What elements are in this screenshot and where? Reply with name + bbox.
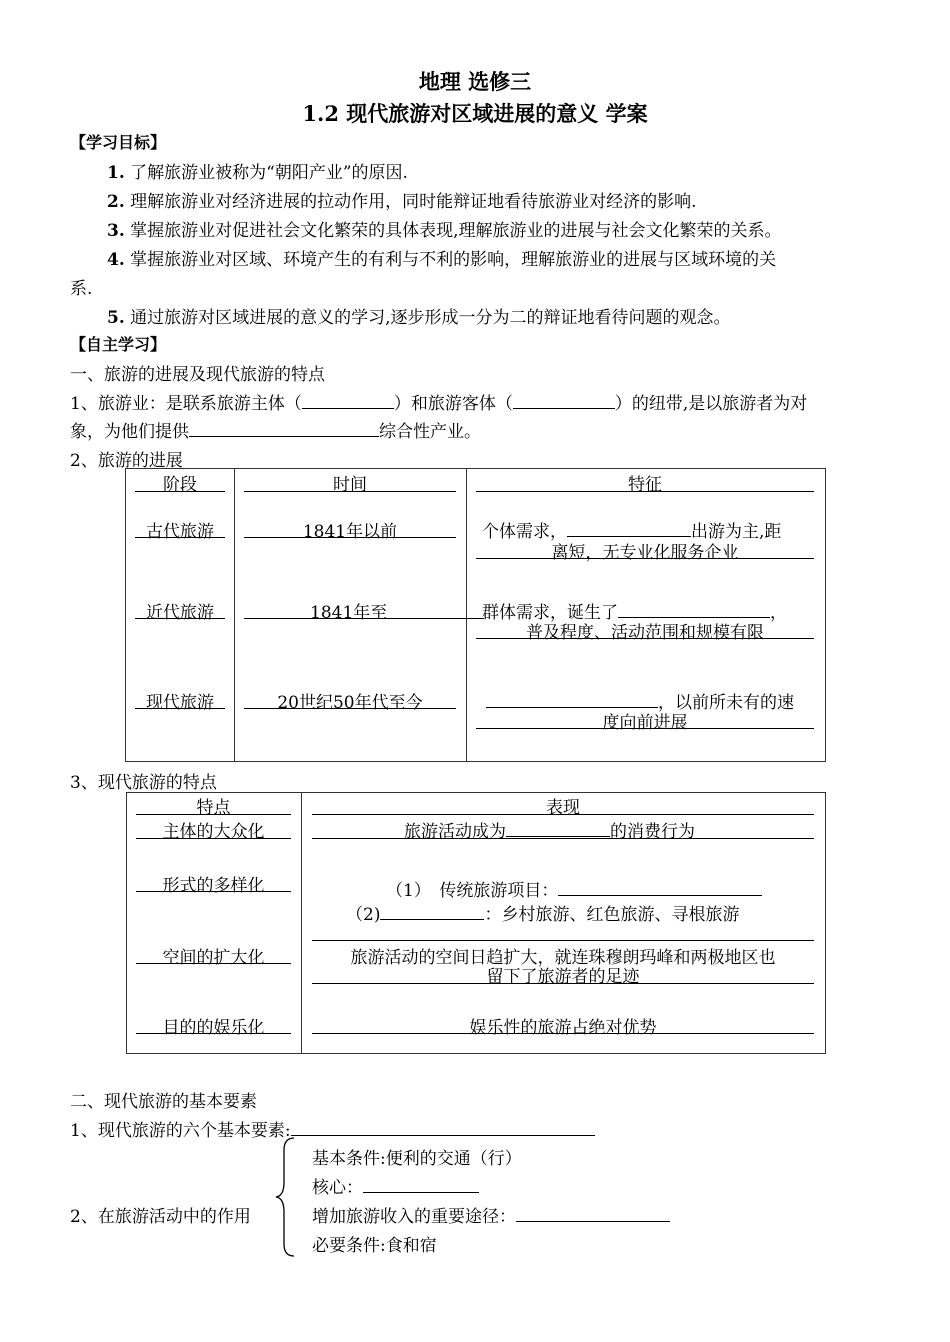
table1-header-time: 时间 — [333, 475, 367, 495]
objective-text: 了解旅游业被称为“朝阳产业”的原因. — [130, 163, 408, 183]
underline — [244, 708, 456, 709]
table2-divider — [301, 792, 302, 1053]
objective-num: 4. — [107, 250, 125, 270]
underline — [136, 1033, 291, 1034]
role-income — [312, 1202, 670, 1227]
table1-row-stage: 近代旅游 — [146, 603, 214, 623]
underline — [476, 491, 814, 492]
underline — [244, 491, 456, 492]
q1-text-b: ）和旅游客体（ — [393, 394, 513, 414]
table1-row-feature-cont: 度向前进展 — [602, 713, 688, 733]
table2-row-performance-cont — [346, 900, 739, 925]
objective-text: 掌握旅游业对区域、环境产生的有利与不利的影响，理解旅游业的进展与区域环境的关 — [130, 250, 777, 270]
feature-text: 群体需求，诞生了 — [482, 603, 618, 623]
objective-num: 1. — [107, 163, 125, 183]
underline — [244, 618, 484, 619]
underline — [312, 940, 814, 941]
table1-row-stage: 现代旅游 — [146, 693, 214, 713]
performance-text: 旅游活动成为 — [404, 822, 506, 842]
q1-text-c: ）的纽带,是以旅游者为对 — [614, 394, 808, 414]
table2-row-feature: 主体的大众化 — [162, 822, 265, 842]
title-line1: 地理 选修三 — [418, 69, 532, 94]
underline — [136, 963, 291, 964]
blank-ancient-feature[interactable] — [567, 519, 691, 537]
table1-header-stage: 阶段 — [163, 475, 197, 495]
objective-item-5 — [107, 303, 731, 328]
table2-header-feature: 特点 — [196, 798, 231, 818]
p2-q2: 2、在旅游活动中的作用 — [70, 1207, 251, 1227]
underline — [312, 1033, 814, 1034]
underline — [476, 638, 814, 639]
table2-row-performance-cont: 留下了旅游者的足迹 — [486, 967, 640, 987]
feature-text: 个体需求， — [482, 522, 567, 542]
underline — [135, 708, 225, 709]
underline — [135, 491, 225, 492]
objective-text: 通过旅游对区域进展的意义的学习,逐步形成一分为二的辩证地看待问题的观念。 — [130, 308, 731, 328]
table2-row-performance: 娱乐性的旅游占绝对优势 — [469, 1018, 657, 1038]
p2-q1-text: 1、现代旅游的六个基本要素: — [70, 1121, 291, 1141]
table1-divider — [234, 468, 235, 761]
table2-row-performance: 旅游活动的空间日趋扩大，就连珠穆朗玛峰和两极地区也 — [350, 948, 776, 968]
self-study-heading: 【自主学习】 — [70, 335, 167, 354]
table2-row-feature: 目的的娱乐化 — [162, 1018, 265, 1038]
underline — [312, 838, 814, 839]
objective-item-4 — [107, 245, 776, 270]
part2-heading: 二、现代旅游的基本要素 — [70, 1092, 257, 1112]
role-core-label: 核心： — [312, 1178, 363, 1198]
table1-row-time: 1841年以前 — [302, 522, 398, 542]
p2-q1 — [70, 1116, 595, 1141]
role-necessary: 必要条件:食和宿 — [312, 1236, 437, 1256]
table2-row-performance — [386, 876, 762, 901]
blank-tourism-object[interactable] — [513, 391, 615, 409]
performance-text: （2) — [346, 905, 381, 925]
table2-row-feature: 空间的扩大化 — [162, 948, 265, 968]
table1-row-feature-cont: 离短，无专业化服务企业 — [551, 543, 739, 563]
q1-text-e: 综合性产业。 — [379, 422, 481, 442]
underline — [312, 983, 814, 984]
performance-text: （1） 传统旅游项目： — [386, 881, 559, 901]
objective-item-3 — [107, 216, 782, 241]
title-line2: 1.2 现代旅游对区域进展的意义 学案 — [302, 101, 648, 126]
objective-item-1 — [107, 158, 408, 183]
blank-modern-institution[interactable] — [618, 600, 770, 618]
feature-text: 出游为主,距 — [691, 522, 782, 542]
blank-contemporary-feature[interactable] — [486, 690, 658, 708]
performance-text: ：乡村旅游、红色旅游、寻根旅游 — [484, 905, 740, 925]
objective-num: 2. — [107, 192, 125, 212]
feature-text: ，以前所未有的速 — [658, 693, 794, 713]
objective-num: 5. — [107, 308, 125, 328]
underline — [476, 558, 814, 559]
table2-header-performance: 表现 — [546, 798, 580, 818]
table1-row-time: 1841年至 — [310, 603, 388, 623]
table1-row-stage: 古代旅游 — [146, 522, 214, 542]
underline — [476, 728, 814, 729]
feature-text: ， — [770, 603, 787, 623]
blank-income[interactable] — [516, 1204, 670, 1222]
q1-text-d: 象，为他们提供 — [70, 422, 189, 442]
part1-heading: 一、旅游的进展及现代旅游的特点 — [70, 365, 325, 385]
blank-six-elements[interactable] — [291, 1118, 595, 1136]
blank-traditional-items[interactable] — [558, 878, 762, 896]
role-core — [312, 1173, 479, 1198]
curly-brace — [274, 1136, 298, 1258]
blank-service[interactable] — [189, 419, 379, 437]
table1-row-feature-cont: 普及程度、活动范围和规模有限 — [526, 623, 764, 643]
blank-new-items[interactable] — [380, 902, 484, 920]
table2-row-feature: 形式的多样化 — [162, 876, 265, 896]
underline — [135, 618, 225, 619]
table1-row-time: 20世纪50年代至今 — [277, 693, 423, 713]
blank-tourism-subject[interactable] — [302, 391, 394, 409]
underline — [136, 838, 291, 839]
underline — [136, 891, 291, 892]
q1-line1 — [70, 389, 807, 414]
table1-divider — [466, 468, 467, 761]
objective-text: 理解旅游业对经济进展的拉动作用，同时能辩证地看待旅游业对经济的影响. — [130, 192, 697, 212]
underline — [244, 537, 456, 538]
q3-heading: 3、现代旅游的特点 — [70, 773, 217, 793]
objective-item-4-cont: 系. — [70, 279, 93, 299]
performance-text: 的消费行为 — [610, 822, 695, 842]
underline — [312, 814, 814, 815]
underline — [135, 537, 225, 538]
q1-line2 — [70, 417, 481, 442]
objectives-heading: 【学习目标】 — [70, 133, 167, 152]
role-income-label: 增加旅游收入的重要途径： — [312, 1207, 516, 1227]
q2-heading: 2、旅游的进展 — [70, 451, 183, 471]
q1-text-a: 1、旅游业：是联系旅游主体（ — [70, 394, 302, 414]
blank-mass-consumption[interactable] — [506, 819, 610, 837]
table1-header-feature: 特征 — [628, 475, 662, 495]
objective-text: 掌握旅游业对促进社会文化繁荣的具体表现,理解旅游业的进展与社会文化繁荣的关系。 — [130, 221, 782, 241]
blank-core[interactable] — [363, 1175, 479, 1193]
underline — [136, 814, 291, 815]
role-basic: 基本条件:便利的交通（行） — [312, 1149, 522, 1169]
objective-num: 3. — [107, 221, 125, 241]
objective-item-2 — [107, 187, 697, 212]
